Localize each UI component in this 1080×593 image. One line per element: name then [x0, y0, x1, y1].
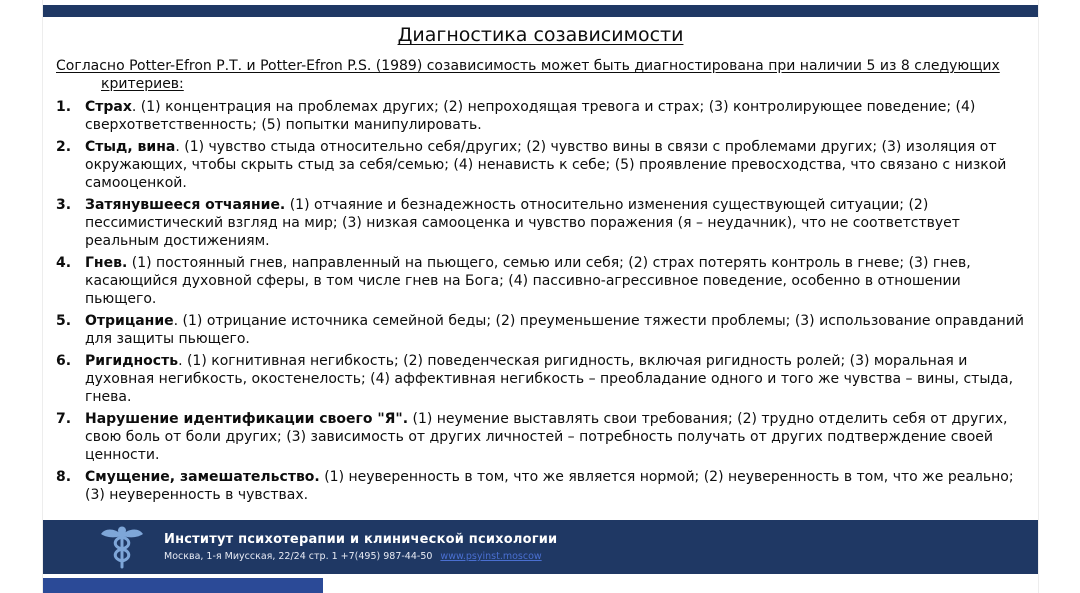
item-text: [85, 138, 1028, 192]
item-description: . (1) когнитивная негибкость; (2) поведенческая ригидность, включая ригидность ролей; (3) моральная и духовная негибкость, окостенелость; (4) аффективная негибкость – преобладание одного и того же чувства – вины, стыда, гнева.: [85, 353, 1014, 405]
item-description: (1) неумение выставлять свои требования; (2) трудно отделить себя от других, свою боль от боли других; (3) зависимость от других личностей – потребность получать от других подтверждение своей ценности.: [85, 411, 1008, 463]
criterion-item: [56, 196, 1028, 250]
item-number: 4.: [56, 255, 72, 271]
item-description: . (1) отрицание источника семейной беды; (2) преуменьшение тяжести проблемы; (3) использование оправданий для защиты пьющего.: [85, 313, 1025, 347]
item-term: Затянувшееся отчаяние.: [85, 197, 286, 213]
item-description: (1) постоянный гнев, направленный на пьющего, семью или себя; (2) страх потерять контроль в гневе; (3) гнев, касающийся духовной сферы, в том числе гнев на Бога; (4) пассивно-агрессивное поведение, особенно в отношении пьющего.: [85, 255, 971, 307]
item-term: Ригидность: [85, 353, 179, 369]
bottom-accent-bar: [43, 578, 323, 593]
item-number: 7.: [56, 411, 72, 427]
item-term: Стыд, вина: [85, 139, 176, 155]
item-number: 5.: [56, 313, 72, 329]
criteria-list: [56, 98, 1028, 504]
item-text: [85, 468, 1028, 504]
item-number: 1.: [56, 99, 72, 115]
item-term: Нарушение идентификации своего "Я".: [85, 411, 409, 427]
slide-content: [56, 57, 1028, 508]
item-text: [85, 196, 1028, 250]
institute-address: Москва, 1-я Миусская, 22/24 стр. 1 +7(495) 987-44-50: [164, 551, 433, 562]
institute-logo-icon: [98, 525, 146, 569]
item-description: (1) неуверенность в том, что же является нормой; (2) неуверенность в том, что же реально; (3) неуверенность в чувствах.: [85, 469, 1014, 503]
item-number: 2.: [56, 139, 72, 155]
item-number: 3.: [56, 197, 72, 213]
item-term: Смущение, замешательство.: [85, 469, 320, 485]
item-text: [85, 254, 1028, 308]
item-text: [85, 98, 1028, 134]
item-text: [85, 352, 1028, 406]
top-accent-bar: [43, 5, 1038, 17]
website-link[interactable]: www.psyinst.moscow: [440, 551, 542, 562]
item-description: . (1) концентрация на проблемах других; (2) непроходящая тревога и страх; (3) контролирующее поведение; (4) сверхответственность; (5) попытки манипулировать.: [85, 99, 976, 133]
item-description: (1) отчаяние и безнадежность относительно изменения существующей ситуации; (2) пессимистический взгляд на мир; (3) низкая самооценка и чувство поражения (я – неудачник), что не соответствует реальным достижениям.: [85, 197, 960, 249]
criterion-item: [56, 98, 1028, 134]
institute-address-line: [164, 551, 557, 562]
item-term: Гнев.: [85, 255, 128, 271]
footer-text-block: [164, 532, 557, 562]
footer-bar: [43, 520, 1038, 574]
criterion-item: [56, 254, 1028, 308]
item-term: Отрицание: [85, 313, 174, 329]
slide-title: Диагностика созависимости: [397, 24, 684, 46]
criterion-item: [56, 410, 1028, 464]
item-text: [85, 410, 1028, 464]
criterion-item: [56, 138, 1028, 192]
item-description: . (1) чувство стыда относительно себя/других; (2) чувство вины в связи с проблемами других; (3) изоляция от окружающих, чтобы скрыть стыд за себя/семью; (4) ненависть к себе; (5) проявление превосходства, что связано с низкой самооценкой.: [85, 139, 1007, 191]
criterion-item: [56, 352, 1028, 406]
criterion-item: [56, 468, 1028, 504]
item-number: 6.: [56, 353, 72, 369]
intro-text: Согласно Potter-Efron Р.Т. и Potter-Efron P.S. (1989) созависимость может быть диагностирована при наличии 5 из 8 следующих критериев:: [56, 58, 1000, 92]
presentation-slide: [42, 0, 1039, 593]
item-term: Страх: [85, 99, 132, 115]
institute-name: Институт психотерапии и клинической психологии: [164, 532, 558, 547]
criterion-item: [56, 312, 1028, 348]
item-number: 8.: [56, 469, 72, 485]
item-text: [85, 312, 1028, 348]
